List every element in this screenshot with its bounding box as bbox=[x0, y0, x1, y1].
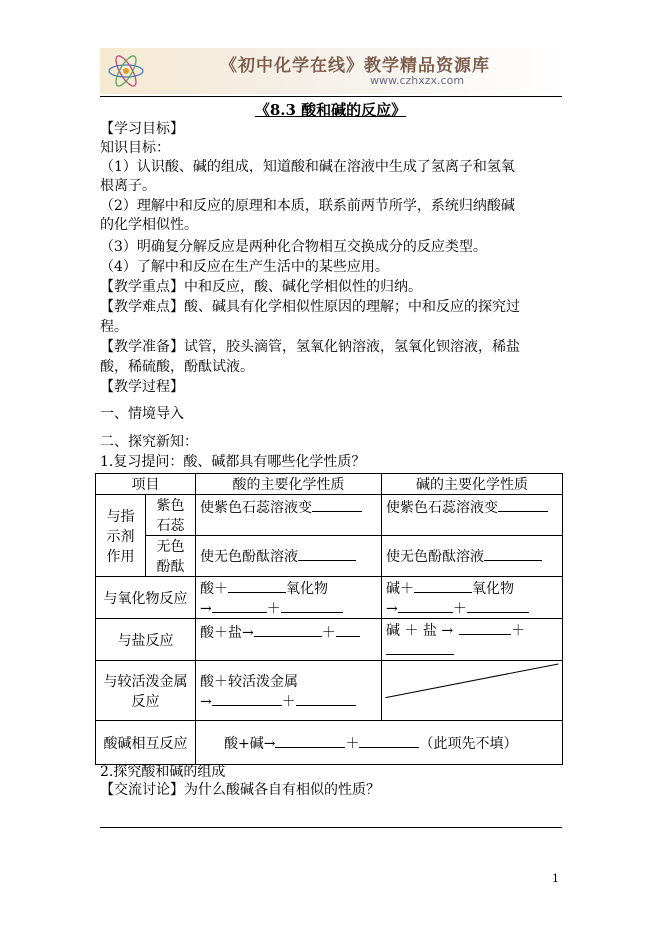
cell-text: ＋ bbox=[281, 693, 296, 710]
row-label: 与氧化物反应 bbox=[96, 577, 196, 619]
table-cell bbox=[196, 661, 382, 721]
arrow-icon: → bbox=[200, 600, 212, 617]
text-line: 酸，稀硫酸，酚酞试液。 bbox=[100, 359, 254, 375]
row-label: 酸碱相互反应 bbox=[96, 721, 196, 765]
text-line: 二、探究新知： bbox=[100, 434, 198, 450]
banner-title: 《初中化学在线》教学精品资源库 bbox=[220, 56, 490, 76]
table-cell bbox=[196, 577, 382, 619]
cell-text: 氧化物 bbox=[286, 580, 328, 597]
answer-line bbox=[100, 827, 562, 828]
answer-blank[interactable] bbox=[336, 622, 360, 637]
text-line: 知识目标： bbox=[100, 140, 170, 156]
table-cell bbox=[196, 495, 382, 536]
answer-blank[interactable] bbox=[228, 578, 286, 593]
row-label: 与较活泼金属反应 bbox=[96, 661, 196, 721]
answer-blank[interactable] bbox=[281, 598, 343, 613]
text-line: 【交流讨论】为什么酸碱各自有相似的性质？ bbox=[100, 782, 380, 798]
answer-blank[interactable] bbox=[467, 598, 529, 613]
table-cell bbox=[382, 536, 563, 577]
text-line: 程。 bbox=[100, 319, 128, 335]
table-row bbox=[96, 536, 563, 577]
table-row bbox=[96, 721, 563, 765]
text-line: （4）了解中和反应在生产生活中的某些应用。 bbox=[100, 259, 389, 275]
text-line: 【教学准备】试管，胶头滴管，氢氧化钠溶液，氢氧化钡溶液，稀盐 bbox=[100, 339, 520, 355]
table-cell bbox=[382, 495, 563, 536]
cell-text: ＋ bbox=[321, 625, 336, 641]
cell-text: ＋ bbox=[452, 600, 467, 617]
answer-blank[interactable] bbox=[254, 622, 322, 637]
table-cell-empty bbox=[382, 661, 563, 721]
answer-blank[interactable] bbox=[296, 691, 356, 706]
text-line: 一、情境导入 bbox=[100, 406, 184, 422]
answer-blank[interactable] bbox=[298, 546, 356, 561]
cell-text: 碱 ＋ 盐 → bbox=[386, 623, 454, 639]
text-line: 1.复习提问：酸、碱都具有哪些化学性质？ bbox=[100, 454, 366, 470]
answer-blank[interactable] bbox=[212, 691, 282, 706]
table-row bbox=[96, 495, 563, 536]
table-cell bbox=[382, 577, 563, 619]
answer-blank[interactable] bbox=[386, 640, 454, 655]
answer-blank[interactable] bbox=[212, 598, 267, 613]
cell-text: 使无色酚酞溶液 bbox=[200, 549, 298, 565]
answer-blank[interactable] bbox=[484, 546, 542, 561]
answer-blank[interactable] bbox=[275, 733, 345, 748]
cell-text: ＋ bbox=[266, 600, 281, 617]
answer-blank[interactable] bbox=[312, 497, 362, 512]
section-heading: 【教学过程】 bbox=[100, 379, 184, 395]
cell-text: 使紫色石蕊溶液变 bbox=[386, 500, 498, 516]
atom-logo-icon bbox=[106, 52, 146, 90]
text-line: 【教学重点】中和反应，酸、碱化学相似性的归纳。 bbox=[100, 279, 422, 295]
cell-text: 使紫色石蕊溶液变 bbox=[200, 500, 312, 516]
section-heading: 【学习目标】 bbox=[100, 121, 184, 137]
page-number: 1 bbox=[552, 872, 559, 885]
cell-text: （此项先不填） bbox=[419, 735, 518, 752]
answer-blank[interactable] bbox=[414, 578, 472, 593]
cell-text: 氧化物 bbox=[472, 580, 514, 597]
diagonal-slash-line bbox=[382, 661, 562, 720]
row-label: 与盐反应 bbox=[96, 619, 196, 661]
properties-table bbox=[95, 473, 563, 765]
table-cell bbox=[382, 619, 563, 661]
table-row bbox=[96, 619, 563, 661]
sub-label: 无色酚酞 bbox=[146, 536, 196, 577]
cell-text: 使无色酚酞溶液 bbox=[386, 549, 484, 565]
cell-text: 酸＋盐→ bbox=[200, 625, 254, 641]
answer-blank[interactable] bbox=[398, 598, 453, 613]
text-line: 【教学难点】酸、碱具有化学相似性原因的理解；中和反应的探究过 bbox=[100, 299, 520, 315]
answer-blank[interactable] bbox=[459, 620, 511, 635]
table-row bbox=[96, 661, 563, 721]
table-row bbox=[96, 577, 563, 619]
arrow-icon: → bbox=[200, 693, 212, 710]
cell-text: ＋ bbox=[511, 623, 526, 639]
header-cell: 酸的主要化学性质 bbox=[196, 474, 382, 495]
row-label: 与指示剂作用 bbox=[96, 495, 146, 577]
cell-text: 酸+碱→ bbox=[224, 735, 276, 752]
text-line: （2）理解中和反应的原理和本质，联系前两节所学，系统归纳酸碱 bbox=[100, 198, 515, 214]
text-line: 2.探究酸和碱的组成 bbox=[100, 764, 226, 780]
banner-url[interactable]: www.czhxzx.com bbox=[370, 74, 465, 87]
header-divider bbox=[100, 96, 562, 97]
table-cell bbox=[196, 619, 382, 661]
table-header-row bbox=[96, 474, 563, 495]
table-cell bbox=[196, 721, 563, 765]
page-title: 《8.3 酸和碱的反应》 bbox=[254, 101, 407, 119]
sub-label: 紫色石蕊 bbox=[146, 495, 196, 536]
header-cell: 项目 bbox=[96, 474, 196, 495]
header-cell: 碱的主要化学性质 bbox=[382, 474, 563, 495]
text-line: 根离子。 bbox=[100, 178, 156, 194]
answer-blank[interactable] bbox=[498, 497, 548, 512]
cell-text: 酸＋ bbox=[200, 580, 228, 597]
text-line: （3）明确复分解反应是两种化合物相互交换成分的反应类型。 bbox=[100, 239, 487, 255]
text-line: （1）认识酸、碱的组成，知道酸和碱在溶液中生成了氢离子和氢氧 bbox=[100, 159, 515, 175]
cell-text: ＋ bbox=[345, 735, 360, 752]
header-banner bbox=[100, 48, 562, 94]
cell-text: 碱＋ bbox=[386, 580, 414, 597]
table-cell bbox=[196, 536, 382, 577]
cell-text: 酸＋较活泼金属 bbox=[200, 673, 298, 690]
text-line: 的化学相似性。 bbox=[100, 217, 198, 233]
arrow-icon: → bbox=[386, 600, 398, 617]
answer-blank[interactable] bbox=[359, 733, 419, 748]
